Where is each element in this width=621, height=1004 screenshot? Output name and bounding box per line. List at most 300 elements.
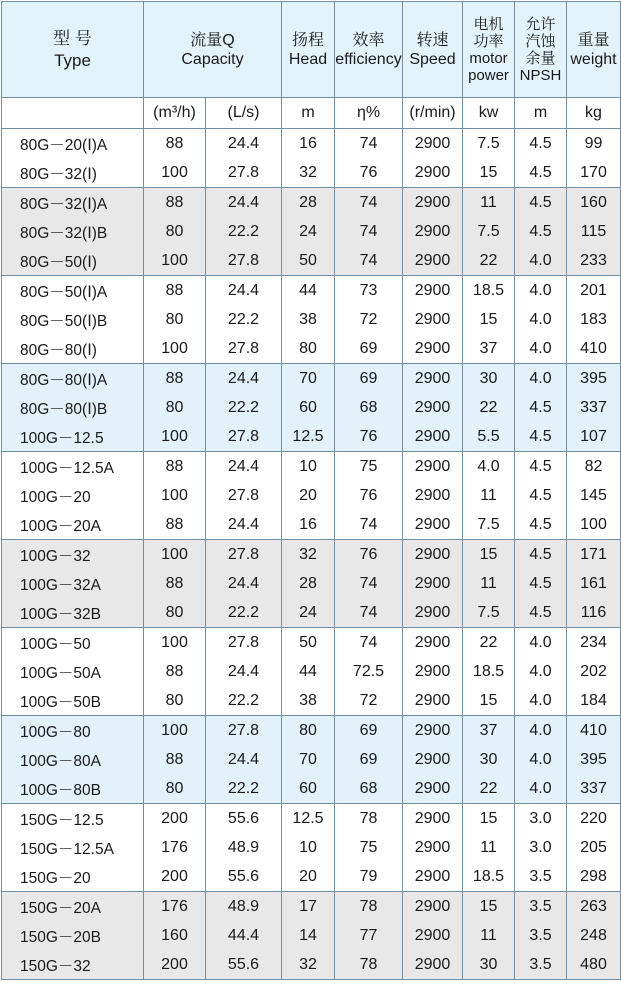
table-row	[2, 305, 621, 334]
cell-efficiency: 73	[335, 276, 403, 306]
table-row	[2, 188, 621, 218]
cell-efficiency: 69	[335, 334, 403, 364]
cell-efficiency: 72.5	[335, 657, 403, 686]
cell-weight: 115	[567, 217, 621, 246]
header-power-zh1: 电机	[473, 15, 504, 33]
cell-npsh: 4.5	[515, 158, 567, 188]
cell-speed: 2900	[403, 686, 463, 716]
cell-power: 15	[463, 892, 515, 922]
cell-model: 100G－80	[2, 716, 144, 746]
cell-head: 44	[282, 657, 335, 686]
cell-weight: 202	[567, 657, 621, 686]
cell-power: 37	[463, 334, 515, 364]
cell-power: 15	[463, 158, 515, 188]
cell-head: 14	[282, 921, 335, 950]
cell-power: 30	[463, 950, 515, 980]
cell-weight: 480	[567, 950, 621, 980]
cell-power: 15	[463, 686, 515, 716]
cell-speed: 2900	[403, 628, 463, 658]
cell-weight: 184	[567, 686, 621, 716]
table-row	[2, 569, 621, 598]
cell-speed: 2900	[403, 950, 463, 980]
cell-power: 7.5	[463, 598, 515, 628]
cell-efficiency: 79	[335, 862, 403, 892]
table-row	[2, 452, 621, 482]
cell-weight: 337	[567, 774, 621, 804]
unit-cell: (r/min)	[403, 98, 463, 129]
cell-power: 4.0	[463, 452, 515, 482]
cell-efficiency: 68	[335, 774, 403, 804]
cell-efficiency: 72	[335, 686, 403, 716]
table-row	[2, 246, 621, 276]
cell-capacity-m3h: 80	[144, 774, 206, 804]
cell-capacity-ls: 24.4	[206, 657, 282, 686]
cell-capacity-m3h: 88	[144, 745, 206, 774]
header-efficiency-zh: 效率	[352, 31, 385, 49]
cell-model: 80G－80(Ⅰ)A	[2, 364, 144, 394]
cell-npsh: 4.0	[515, 246, 567, 276]
cell-speed: 2900	[403, 657, 463, 686]
cell-capacity-ls: 22.2	[206, 305, 282, 334]
cell-head: 50	[282, 246, 335, 276]
cell-model: 150G－20B	[2, 921, 144, 950]
cell-power: 18.5	[463, 276, 515, 306]
cell-model: 100G－20A	[2, 510, 144, 540]
cell-head: 24	[282, 598, 335, 628]
cell-npsh: 4.5	[515, 217, 567, 246]
cell-capacity-m3h: 176	[144, 892, 206, 922]
cell-power: 11	[463, 188, 515, 218]
table-row	[2, 276, 621, 306]
cell-capacity-ls: 55.6	[206, 950, 282, 980]
cell-head: 32	[282, 158, 335, 188]
cell-head: 10	[282, 452, 335, 482]
cell-power: 11	[463, 921, 515, 950]
cell-capacity-ls: 27.8	[206, 628, 282, 658]
cell-capacity-m3h: 200	[144, 950, 206, 980]
cell-weight: 337	[567, 393, 621, 422]
cell-npsh: 4.5	[515, 422, 567, 452]
header-type	[2, 2, 144, 98]
cell-model: 150G－32	[2, 950, 144, 980]
cell-model: 100G－50	[2, 628, 144, 658]
cell-capacity-m3h: 100	[144, 716, 206, 746]
cell-power: 22	[463, 628, 515, 658]
table-row	[2, 745, 621, 774]
cell-capacity-ls: 24.4	[206, 452, 282, 482]
cell-head: 60	[282, 774, 335, 804]
cell-capacity-m3h: 100	[144, 481, 206, 510]
table-row	[2, 657, 621, 686]
table-row	[2, 774, 621, 804]
header-efficiency	[335, 2, 403, 98]
cell-head: 80	[282, 334, 335, 364]
cell-weight: 160	[567, 188, 621, 218]
cell-model: 100G－50B	[2, 686, 144, 716]
table-row	[2, 833, 621, 862]
header-capacity-zh: 流量Q	[190, 31, 235, 49]
cell-capacity-m3h: 80	[144, 305, 206, 334]
header-power-zh2: 功率	[473, 32, 504, 50]
cell-speed: 2900	[403, 833, 463, 862]
cell-power: 7.5	[463, 217, 515, 246]
cell-weight: 410	[567, 716, 621, 746]
cell-speed: 2900	[403, 129, 463, 159]
header-power	[463, 2, 515, 98]
cell-power: 5.5	[463, 422, 515, 452]
cell-head: 20	[282, 862, 335, 892]
cell-speed: 2900	[403, 804, 463, 834]
header-speed	[403, 2, 463, 98]
table-row	[2, 628, 621, 658]
cell-weight: 100	[567, 510, 621, 540]
cell-speed: 2900	[403, 892, 463, 922]
cell-model: 100G－12.5A	[2, 452, 144, 482]
cell-capacity-m3h: 80	[144, 393, 206, 422]
table-row	[2, 598, 621, 628]
cell-capacity-ls: 24.4	[206, 276, 282, 306]
table-row	[2, 510, 621, 540]
cell-npsh: 4.0	[515, 774, 567, 804]
cell-efficiency: 75	[335, 833, 403, 862]
table-row	[2, 393, 621, 422]
table-row	[2, 217, 621, 246]
cell-capacity-ls: 27.8	[206, 158, 282, 188]
cell-head: 16	[282, 129, 335, 159]
cell-model: 80G－20(Ⅰ)A	[2, 129, 144, 159]
table-row	[2, 481, 621, 510]
header-capacity-en: Capacity	[181, 50, 244, 68]
header-type-zh: 型 号	[53, 28, 92, 48]
cell-speed: 2900	[403, 774, 463, 804]
header-power-en2: power	[468, 66, 509, 84]
cell-capacity-m3h: 88	[144, 452, 206, 482]
cell-efficiency: 78	[335, 950, 403, 980]
cell-efficiency: 74	[335, 569, 403, 598]
cell-speed: 2900	[403, 217, 463, 246]
cell-speed: 2900	[403, 364, 463, 394]
cell-npsh: 4.5	[515, 481, 567, 510]
unit-cell: kg	[567, 98, 621, 129]
cell-head: 50	[282, 628, 335, 658]
header-row	[2, 2, 621, 98]
cell-npsh: 4.0	[515, 716, 567, 746]
cell-npsh: 4.5	[515, 540, 567, 570]
cell-capacity-m3h: 88	[144, 657, 206, 686]
cell-model: 100G－80A	[2, 745, 144, 774]
table-row	[2, 422, 621, 452]
cell-speed: 2900	[403, 716, 463, 746]
cell-efficiency: 76	[335, 540, 403, 570]
table-row	[2, 921, 621, 950]
cell-npsh: 4.5	[515, 569, 567, 598]
cell-efficiency: 74	[335, 246, 403, 276]
cell-capacity-ls: 22.2	[206, 598, 282, 628]
cell-weight: 161	[567, 569, 621, 598]
cell-head: 28	[282, 188, 335, 218]
cell-head: 28	[282, 569, 335, 598]
cell-head: 20	[282, 481, 335, 510]
cell-npsh: 4.0	[515, 628, 567, 658]
cell-speed: 2900	[403, 862, 463, 892]
cell-capacity-ls: 22.2	[206, 217, 282, 246]
header-npsh-zh3: 余量	[525, 49, 556, 67]
cell-capacity-m3h: 100	[144, 334, 206, 364]
cell-capacity-ls: 24.4	[206, 364, 282, 394]
cell-head: 24	[282, 217, 335, 246]
header-head-en: Head	[288, 50, 328, 68]
cell-head: 44	[282, 276, 335, 306]
cell-npsh: 4.0	[515, 745, 567, 774]
cell-npsh: 4.5	[515, 510, 567, 540]
cell-capacity-ls: 27.8	[206, 334, 282, 364]
cell-npsh: 3.5	[515, 950, 567, 980]
cell-head: 10	[282, 833, 335, 862]
cell-weight: 234	[567, 628, 621, 658]
cell-power: 37	[463, 716, 515, 746]
table-row	[2, 862, 621, 892]
cell-model: 100G－50A	[2, 657, 144, 686]
unit-cell: (m³/h)	[144, 98, 206, 129]
cell-weight: 183	[567, 305, 621, 334]
cell-model: 80G－32(Ⅰ)A	[2, 188, 144, 218]
cell-npsh: 4.0	[515, 657, 567, 686]
cell-efficiency: 69	[335, 745, 403, 774]
table-row	[2, 892, 621, 922]
cell-head: 32	[282, 950, 335, 980]
cell-weight: 298	[567, 862, 621, 892]
table-row	[2, 686, 621, 716]
cell-npsh: 4.5	[515, 188, 567, 218]
cell-capacity-ls: 27.8	[206, 246, 282, 276]
cell-efficiency: 78	[335, 804, 403, 834]
cell-npsh: 4.0	[515, 305, 567, 334]
unit-cell: m	[515, 98, 567, 129]
cell-power: 22	[463, 393, 515, 422]
cell-capacity-ls: 22.2	[206, 393, 282, 422]
cell-npsh: 4.5	[515, 393, 567, 422]
cell-capacity-ls: 24.4	[206, 129, 282, 159]
cell-npsh: 4.5	[515, 129, 567, 159]
cell-capacity-m3h: 88	[144, 276, 206, 306]
cell-head: 12.5	[282, 804, 335, 834]
cell-head: 16	[282, 510, 335, 540]
cell-speed: 2900	[403, 158, 463, 188]
cell-power: 22	[463, 246, 515, 276]
cell-speed: 2900	[403, 921, 463, 950]
cell-capacity-ls: 24.4	[206, 745, 282, 774]
cell-weight: 205	[567, 833, 621, 862]
cell-model: 150G－12.5	[2, 804, 144, 834]
cell-weight: 170	[567, 158, 621, 188]
cell-weight: 233	[567, 246, 621, 276]
header-npsh-en: NPSH	[519, 66, 562, 84]
cell-capacity-m3h: 88	[144, 129, 206, 159]
header-weight-en: weight	[570, 50, 617, 68]
cell-npsh: 3.0	[515, 833, 567, 862]
table-row	[2, 804, 621, 834]
cell-capacity-ls: 22.2	[206, 774, 282, 804]
cell-efficiency: 74	[335, 217, 403, 246]
header-speed-en: Speed	[409, 50, 456, 68]
cell-capacity-ls: 27.8	[206, 540, 282, 570]
cell-power: 18.5	[463, 657, 515, 686]
cell-model: 100G－20	[2, 481, 144, 510]
cell-capacity-m3h: 160	[144, 921, 206, 950]
cell-capacity-m3h: 100	[144, 628, 206, 658]
header-npsh-zh2: 汽蚀	[525, 32, 556, 50]
header-type-en: Type	[54, 50, 91, 70]
cell-speed: 2900	[403, 393, 463, 422]
cell-capacity-m3h: 100	[144, 246, 206, 276]
unit-cell: (L/s)	[206, 98, 282, 129]
cell-weight: 171	[567, 540, 621, 570]
cell-efficiency: 69	[335, 716, 403, 746]
cell-capacity-m3h: 80	[144, 598, 206, 628]
cell-npsh: 4.0	[515, 276, 567, 306]
header-weight	[567, 2, 621, 98]
header-head-zh: 扬程	[291, 31, 324, 49]
cell-efficiency: 78	[335, 892, 403, 922]
cell-head: 38	[282, 305, 335, 334]
cell-model: 80G－32(Ⅰ)	[2, 158, 144, 188]
cell-power: 11	[463, 569, 515, 598]
cell-efficiency: 74	[335, 510, 403, 540]
cell-power: 30	[463, 745, 515, 774]
table-row	[2, 540, 621, 570]
cell-npsh: 4.0	[515, 334, 567, 364]
cell-capacity-ls: 48.9	[206, 833, 282, 862]
cell-capacity-m3h: 80	[144, 217, 206, 246]
cell-capacity-m3h: 200	[144, 804, 206, 834]
cell-efficiency: 69	[335, 364, 403, 394]
cell-power: 11	[463, 833, 515, 862]
table-row	[2, 364, 621, 394]
cell-efficiency: 76	[335, 422, 403, 452]
unit-cell: η%	[335, 98, 403, 129]
cell-model: 150G－20	[2, 862, 144, 892]
cell-power: 15	[463, 540, 515, 570]
cell-model: 100G－32	[2, 540, 144, 570]
cell-speed: 2900	[403, 510, 463, 540]
cell-capacity-m3h: 88	[144, 569, 206, 598]
unit-cell: kw	[463, 98, 515, 129]
cell-capacity-m3h: 100	[144, 158, 206, 188]
cell-capacity-ls: 24.4	[206, 188, 282, 218]
cell-capacity-m3h: 88	[144, 188, 206, 218]
cell-capacity-m3h: 176	[144, 833, 206, 862]
header-npsh	[515, 2, 567, 98]
cell-capacity-ls: 24.4	[206, 569, 282, 598]
cell-weight: 220	[567, 804, 621, 834]
cell-speed: 2900	[403, 481, 463, 510]
cell-model: 80G－80(Ⅰ)	[2, 334, 144, 364]
cell-weight: 395	[567, 745, 621, 774]
cell-head: 80	[282, 716, 335, 746]
header-capacity	[144, 2, 282, 98]
cell-power: 30	[463, 364, 515, 394]
header-weight-zh: 重量	[577, 31, 610, 49]
cell-model: 80G－50(Ⅰ)A	[2, 276, 144, 306]
cell-speed: 2900	[403, 569, 463, 598]
cell-head: 32	[282, 540, 335, 570]
cell-power: 7.5	[463, 510, 515, 540]
cell-npsh: 3.5	[515, 921, 567, 950]
cell-efficiency: 75	[335, 452, 403, 482]
cell-speed: 2900	[403, 334, 463, 364]
cell-weight: 82	[567, 452, 621, 482]
header-efficiency-en: efficiency	[335, 50, 402, 68]
cell-power: 7.5	[463, 129, 515, 159]
header-npsh-zh1: 允许	[525, 15, 556, 33]
cell-model: 80G－32(Ⅰ)B	[2, 217, 144, 246]
table-row	[2, 129, 621, 159]
unit-cell: m	[282, 98, 335, 129]
header-head	[282, 2, 335, 98]
cell-capacity-m3h: 88	[144, 510, 206, 540]
cell-npsh: 4.5	[515, 598, 567, 628]
cell-efficiency: 68	[335, 393, 403, 422]
cell-efficiency: 74	[335, 628, 403, 658]
cell-head: 60	[282, 393, 335, 422]
cell-head: 70	[282, 364, 335, 394]
cell-speed: 2900	[403, 188, 463, 218]
header-power-en1: motor	[469, 49, 508, 67]
cell-efficiency: 74	[335, 188, 403, 218]
table-row	[2, 950, 621, 980]
cell-head: 38	[282, 686, 335, 716]
cell-capacity-m3h: 200	[144, 862, 206, 892]
cell-efficiency: 74	[335, 129, 403, 159]
cell-model: 100G－32A	[2, 569, 144, 598]
cell-model: 100G－12.5	[2, 422, 144, 452]
cell-speed: 2900	[403, 422, 463, 452]
cell-capacity-ls: 27.8	[206, 716, 282, 746]
cell-speed: 2900	[403, 276, 463, 306]
cell-efficiency: 74	[335, 598, 403, 628]
cell-head: 17	[282, 892, 335, 922]
cell-capacity-ls: 44.4	[206, 921, 282, 950]
cell-efficiency: 76	[335, 158, 403, 188]
cell-weight: 107	[567, 422, 621, 452]
cell-power: 15	[463, 305, 515, 334]
cell-efficiency: 76	[335, 481, 403, 510]
cell-speed: 2900	[403, 745, 463, 774]
cell-npsh: 3.5	[515, 892, 567, 922]
cell-speed: 2900	[403, 305, 463, 334]
cell-capacity-ls: 27.8	[206, 481, 282, 510]
cell-npsh: 3.0	[515, 804, 567, 834]
cell-capacity-m3h: 88	[144, 364, 206, 394]
table-row	[2, 334, 621, 364]
cell-model: 100G－80B	[2, 774, 144, 804]
cell-head: 70	[282, 745, 335, 774]
cell-npsh: 3.5	[515, 862, 567, 892]
cell-power: 11	[463, 481, 515, 510]
cell-capacity-m3h: 80	[144, 686, 206, 716]
cell-power: 15	[463, 804, 515, 834]
cell-npsh: 4.0	[515, 686, 567, 716]
cell-capacity-ls: 48.9	[206, 892, 282, 922]
pump-spec-table	[1, 1, 621, 980]
unit-blank	[2, 98, 144, 129]
table-row	[2, 716, 621, 746]
cell-capacity-m3h: 100	[144, 422, 206, 452]
cell-npsh: 4.5	[515, 452, 567, 482]
cell-weight: 201	[567, 276, 621, 306]
cell-capacity-ls: 55.6	[206, 862, 282, 892]
cell-capacity-m3h: 100	[144, 540, 206, 570]
